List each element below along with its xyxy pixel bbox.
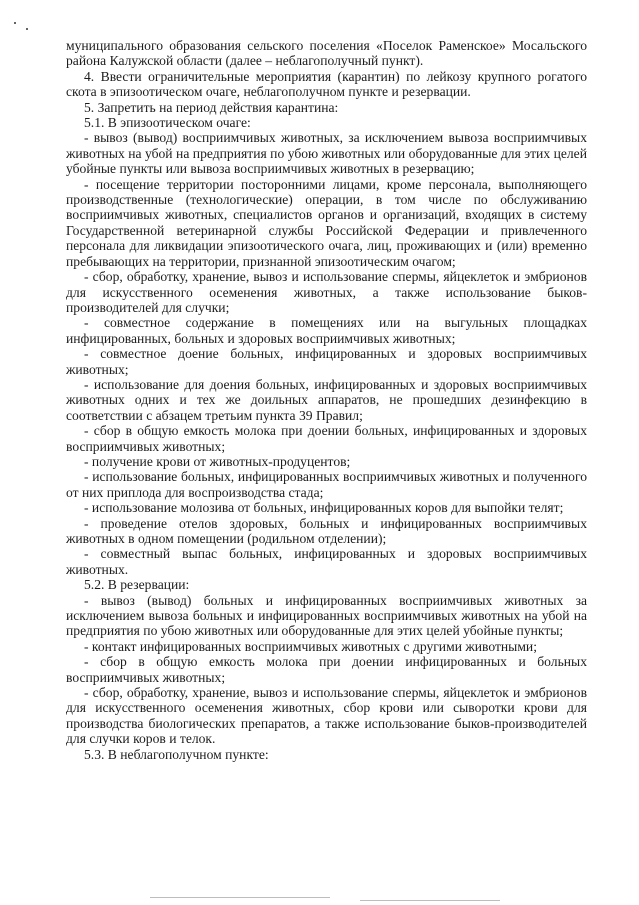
list-item: - совместный выпас больных, инфицированных и здоровых восприимчивых животных.: [66, 546, 587, 577]
list-item: - использование для доения больных, инфицированных и здоровых восприимчивых животных одних и тех же доильных аппаратов, не прошедших дезинфекцию в соответствии с абзацем третьим пункта 39 Правил;: [66, 376, 587, 423]
heading-5-3: 5.3. В неблагополучном пункте:: [84, 746, 269, 762]
list-item: - вывоз (вывод) восприимчивых животных, за исключением вывоза восприимчивых животных на убой на предприятия по убою животных или оборудованные для этих целей убойные пункты или вывоза восприимчивых животных в резервацию;: [66, 130, 587, 177]
scan-artifact-lines: [0, 897, 639, 903]
paragraph-item-4: 4. Ввести ограничительные мероприятия (карантин) по лейкозу крупного рогатого скота в эпизоотическом очаге, неблагополучном пункте и резервации.: [66, 68, 587, 100]
heading-5-2: 5.2. В резервации:: [84, 577, 190, 593]
document-page: [66, 38, 587, 762]
list-item: - совместное доение больных, инфицированных и здоровых восприимчивых животных;: [66, 346, 587, 377]
list-item: - использование больных, инфицированных восприимчивых животных и полученного от них приплода для воспроизводства стада;: [66, 469, 587, 500]
list-item: - контакт инфицированных восприимчивых животных с другими животными;: [84, 638, 537, 654]
list-item: - сбор, обработку, хранение, вывоз и использование спермы, яйцеклеток и эмбрионов для искусственного осеменения животных, а также использование быков-производителей для случки;: [66, 269, 587, 315]
list-item: - получение крови от животных-продуцентов;: [84, 453, 351, 469]
list-item: - сбор в общую емкость молока при доении инфицированных и больных восприимчивых животных;: [66, 654, 587, 685]
paragraph-item-5: 5. Запретить на период действия карантина:: [84, 99, 339, 115]
list-item: - использование молозива от больных, инфицированных коров для выпойки телят;: [84, 500, 564, 516]
list-item: - вывоз (вывод) больных и инфицированных восприимчивых животных за исключением вывоза больных и инфицированных восприимчивых животных на убой на предприятия по убою животных или оборудованные для этих целей убойные пункты;: [66, 592, 587, 639]
paragraph-municipality: муниципального образования сельского поселения «Поселок Раменское» Мосальского района Калужской области (далее – неблагополучный пункт).: [66, 38, 587, 69]
list-item: - совместное содержание в помещениях или на выгульных площадках инфицированных, больных и здоровых восприимчивых животных;: [66, 315, 587, 346]
heading-5-1: 5.1. В эпизоотическом очаге:: [84, 115, 251, 131]
list-item: - сбор, обработку, хранение, вывоз и использование спермы, яйцеклеток и эмбрионов для искусственного осеменения животных, сбор крови или сыворотки крови для производства биологических препаратов, а также использование быков-производителей для случки коров и телок.: [66, 685, 587, 747]
list-item: - проведение отелов здоровых, больных и инфицированных восприимчивых животных в одном помещении (родильном отделении);: [66, 515, 587, 546]
list-item: - посещение территории посторонними лицами, кроме персонала, выполняющего производственные (технологические) операции, в том числе по обслуживанию восприимчивых животных, специалистов органов и организаций, входящих в систему Государственной ветеринарной службы Российской Федерации и привлеченного персонала для ликвидации эпизоотического очага, лиц, проживающих и (или) временно пребывающих на территории, признанной эпизоотическим очагом;: [66, 176, 587, 269]
list-item: - сбор в общую емкость молока при доении больных, инфицированных и здоровых восприимчивых животных;: [66, 423, 587, 454]
scan-specks: [14, 22, 44, 32]
